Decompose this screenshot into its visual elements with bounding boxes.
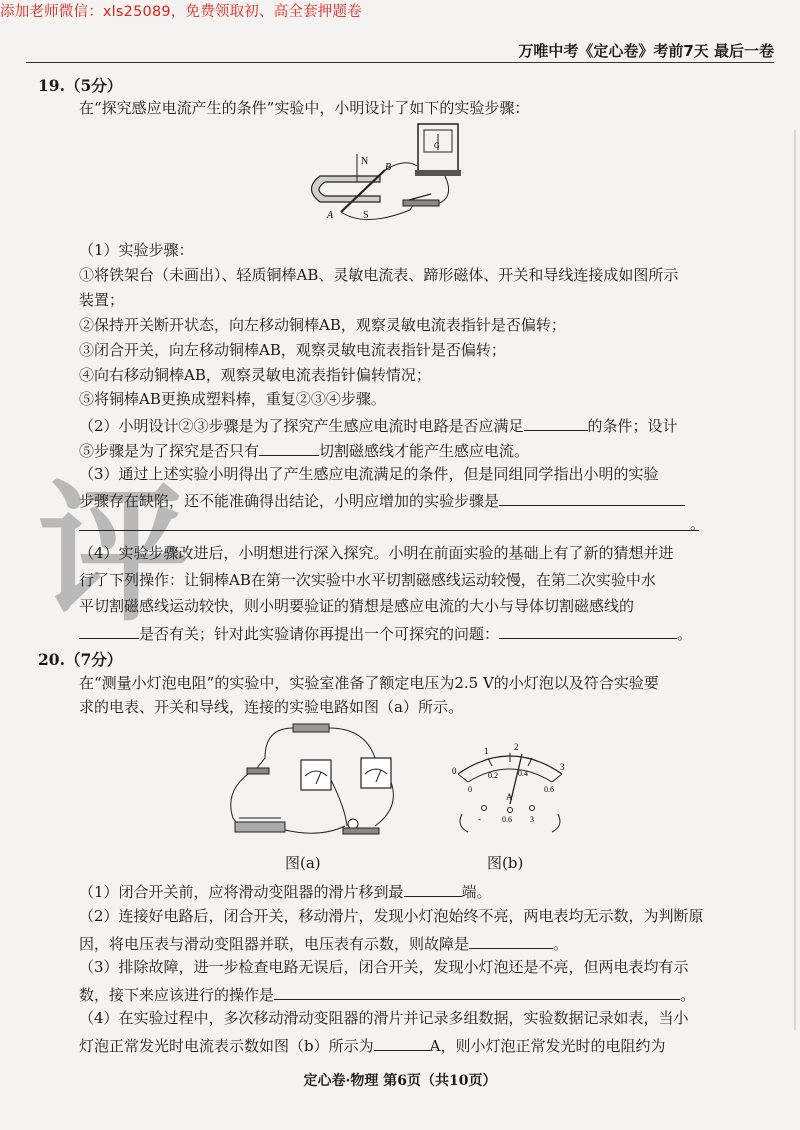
q20-p1-text1: （1）闭合开关前，应将滑动变阻器的滑片移到最 (79, 883, 404, 901)
q19-blank-4[interactable] (79, 622, 139, 639)
top-scale-0: 0 (452, 766, 457, 776)
q20-p1-text2: 端。 (461, 883, 492, 901)
q19-s1-step1-b: 装置； (79, 291, 125, 309)
q19-s4-b: 行了下列操作：让铜棒AB在第一次实验中水平切割磁感线运动较慢，在第二次实验中水 (79, 571, 656, 589)
q19-s2-line-b (79, 439, 529, 461)
fig-b-caption: 图(b) (487, 854, 524, 872)
q20-blank-3[interactable] (274, 983, 680, 1000)
q20-p2-b-text2: 。 (553, 935, 569, 953)
switch-icon (247, 768, 269, 774)
terminal-06-label: 0.6 (502, 815, 512, 824)
q19-s2-a-text1: （2）小明设计②③步骤是为了探究产生感应电流时电路是否应满足 (79, 417, 524, 435)
q20-p3-line-b (79, 983, 695, 1005)
q20-p2-b-text1: 因，将电压表与滑动变阻器并联，电压表有示数，则故障是 (79, 935, 470, 953)
bottom-scale-04: 0.4 (518, 769, 528, 778)
label-n: N (361, 156, 369, 167)
q19-s2-a-text2: 的条件；设计 (587, 417, 678, 435)
q20-number: 20.（7分） (38, 650, 123, 669)
q20-intro-a: 在“测量小灯泡电阻”的实验中，实验室准备了额定电压为2.5 V的小灯泡以及符合实验要 (79, 674, 659, 692)
ammeter-dial-figure-b (448, 742, 578, 837)
page-footer: 定心卷·物理 第6页（共10页） (303, 1073, 497, 1089)
q19-s3-end: 。 (690, 515, 706, 533)
q19-s4-d-text2: 。 (677, 625, 693, 643)
q20-p1-line (79, 880, 492, 902)
page-header-title: 万唯中考《定心卷》考前7天 最后一卷 (518, 42, 774, 60)
watermark-stamp: 评 (38, 468, 189, 642)
q19-s3-line-b (79, 489, 685, 511)
label-b: B (385, 162, 392, 173)
label-g: G (434, 141, 440, 150)
terminal-neg (482, 806, 487, 811)
top-scale-3: 3 (560, 762, 565, 772)
q20-p3-end: 。 (680, 986, 696, 1004)
fig-a-caption: 图(a) (285, 854, 321, 872)
q20-p2-line-b (79, 932, 568, 954)
unit-label: A (506, 792, 513, 802)
bottom-scale-06: 0.6 (544, 785, 554, 794)
q19-s2-line-a (79, 414, 678, 436)
q19-number: 19.（5分） (38, 76, 123, 95)
q19-answer-line[interactable] (79, 530, 699, 531)
q20-intro-b: 求的电表、开关和导线，连接的实验电路如图（a）所示。 (79, 698, 463, 716)
q19-s1-step5: ⑤将铜棒AB更换成塑料棒，重复②③④步骤。 (79, 390, 386, 408)
q19-s1-step3: ③闭合开关，向左移动铜棒AB，观察灵敏电流表指针是否偏转； (79, 341, 506, 359)
q20-p3-b-text: 数，接下来应该进行的操作是 (79, 986, 275, 1004)
q20-p2-a: （2）连接好电路后，闭合开关，移动滑片，发现小灯泡始终不亮，两电表均无示数，为判断原 (79, 907, 704, 925)
q19-s1-step2: ②保持开关断开状态，向左移动铜棒AB，观察灵敏电流表指针是否偏转； (79, 316, 566, 334)
q19-blank-5[interactable] (499, 622, 677, 639)
q19-blank-1[interactable] (524, 414, 588, 431)
circuit-figure-a (225, 718, 415, 848)
top-scale-2: 2 (514, 742, 519, 752)
label-a: A (327, 210, 334, 221)
bottom-scale-02: 0.2 (488, 771, 498, 780)
rheostat-icon (235, 822, 285, 832)
q19-s2-b-text2: 切割磁感线才能产生感应电流。 (319, 442, 530, 460)
terminal-3-label: 3 (530, 815, 534, 824)
q20-p4-b-text2: A，则小灯泡正常发光时的电阻约为 (429, 1037, 666, 1055)
q19-blank-2[interactable] (259, 439, 319, 456)
q19-s1-title: （1）实验步骤： (79, 241, 194, 259)
q20-p3-a: （3）排除故障，进一步检查电路无误后，闭合开关，发现小灯泡还是不亮，但两电表均有示 (79, 958, 689, 976)
q19-intro: 在“探究感应电流产生的条件”实验中，小明设计了如下的实验步骤： (79, 99, 530, 117)
q19-s1-step1-a: ①将铁架台（未画出）、轻质铜棒AB、灵敏电流表、蹄形磁体、开关和导线连接成如图所示 (79, 266, 679, 284)
promo-banner: 添加老师微信：xls25089，免费领取初、高全套押题卷 (0, 4, 362, 20)
horseshoe-magnet-icon (312, 176, 381, 202)
induction-apparatus-figure (305, 118, 480, 228)
q20-blank-4[interactable] (374, 1034, 430, 1051)
label-s: S (363, 210, 369, 221)
q20-blank-1[interactable] (404, 880, 462, 897)
switch-icon (403, 200, 439, 206)
q19-s2-b-text1: ⑤步骤是为了探究是否只有 (79, 442, 260, 460)
battery-icon (293, 724, 329, 732)
q19-s1-step4: ④向右移动铜棒AB，观察灵敏电流表指针偏转情况； (79, 366, 431, 384)
q20-blank-2[interactable] (469, 932, 553, 949)
q20-p4-b-text1: 灯泡正常发光时电流表示数如图（b）所示为 (79, 1037, 374, 1055)
terminal-3 (530, 806, 535, 811)
q19-s4-d-text1: 是否有关；针对此实验请你再提出一个可探究的问题： (139, 625, 500, 643)
q19-s3-a: （3）通过上述实验小明得出了产生感应电流满足的条件，但是同组同学指出小明的实验 (79, 465, 659, 483)
q20-p4-line-b (79, 1034, 665, 1056)
q19-blank-3[interactable] (499, 489, 685, 506)
q19-s4-c: 平切割磁感线运动较快，则小明要验证的猜想是感应电流的大小与导体切割磁感线的 (79, 597, 635, 615)
terminal-neg-label: - (478, 814, 481, 824)
bottom-scale-0: 0 (468, 785, 472, 794)
q19-s3-b-text: 步骤存在缺陷，还不能准确得出结论，小明应增加的实验步骤是 (79, 492, 500, 510)
q20-p4-a: （4）在实验过程中，多次移动滑动变阻器的滑片并记录多组数据，实验数据记录如表，当小 (79, 1009, 689, 1027)
q19-s4-line-d (79, 622, 692, 644)
top-scale-1: 1 (484, 746, 489, 756)
terminal-06 (508, 808, 513, 813)
q19-s4-a: （4）实验步骤改进后，小明想进行深入探究。小明在前面实验的基础上有了新的猜想并进 (79, 544, 674, 562)
